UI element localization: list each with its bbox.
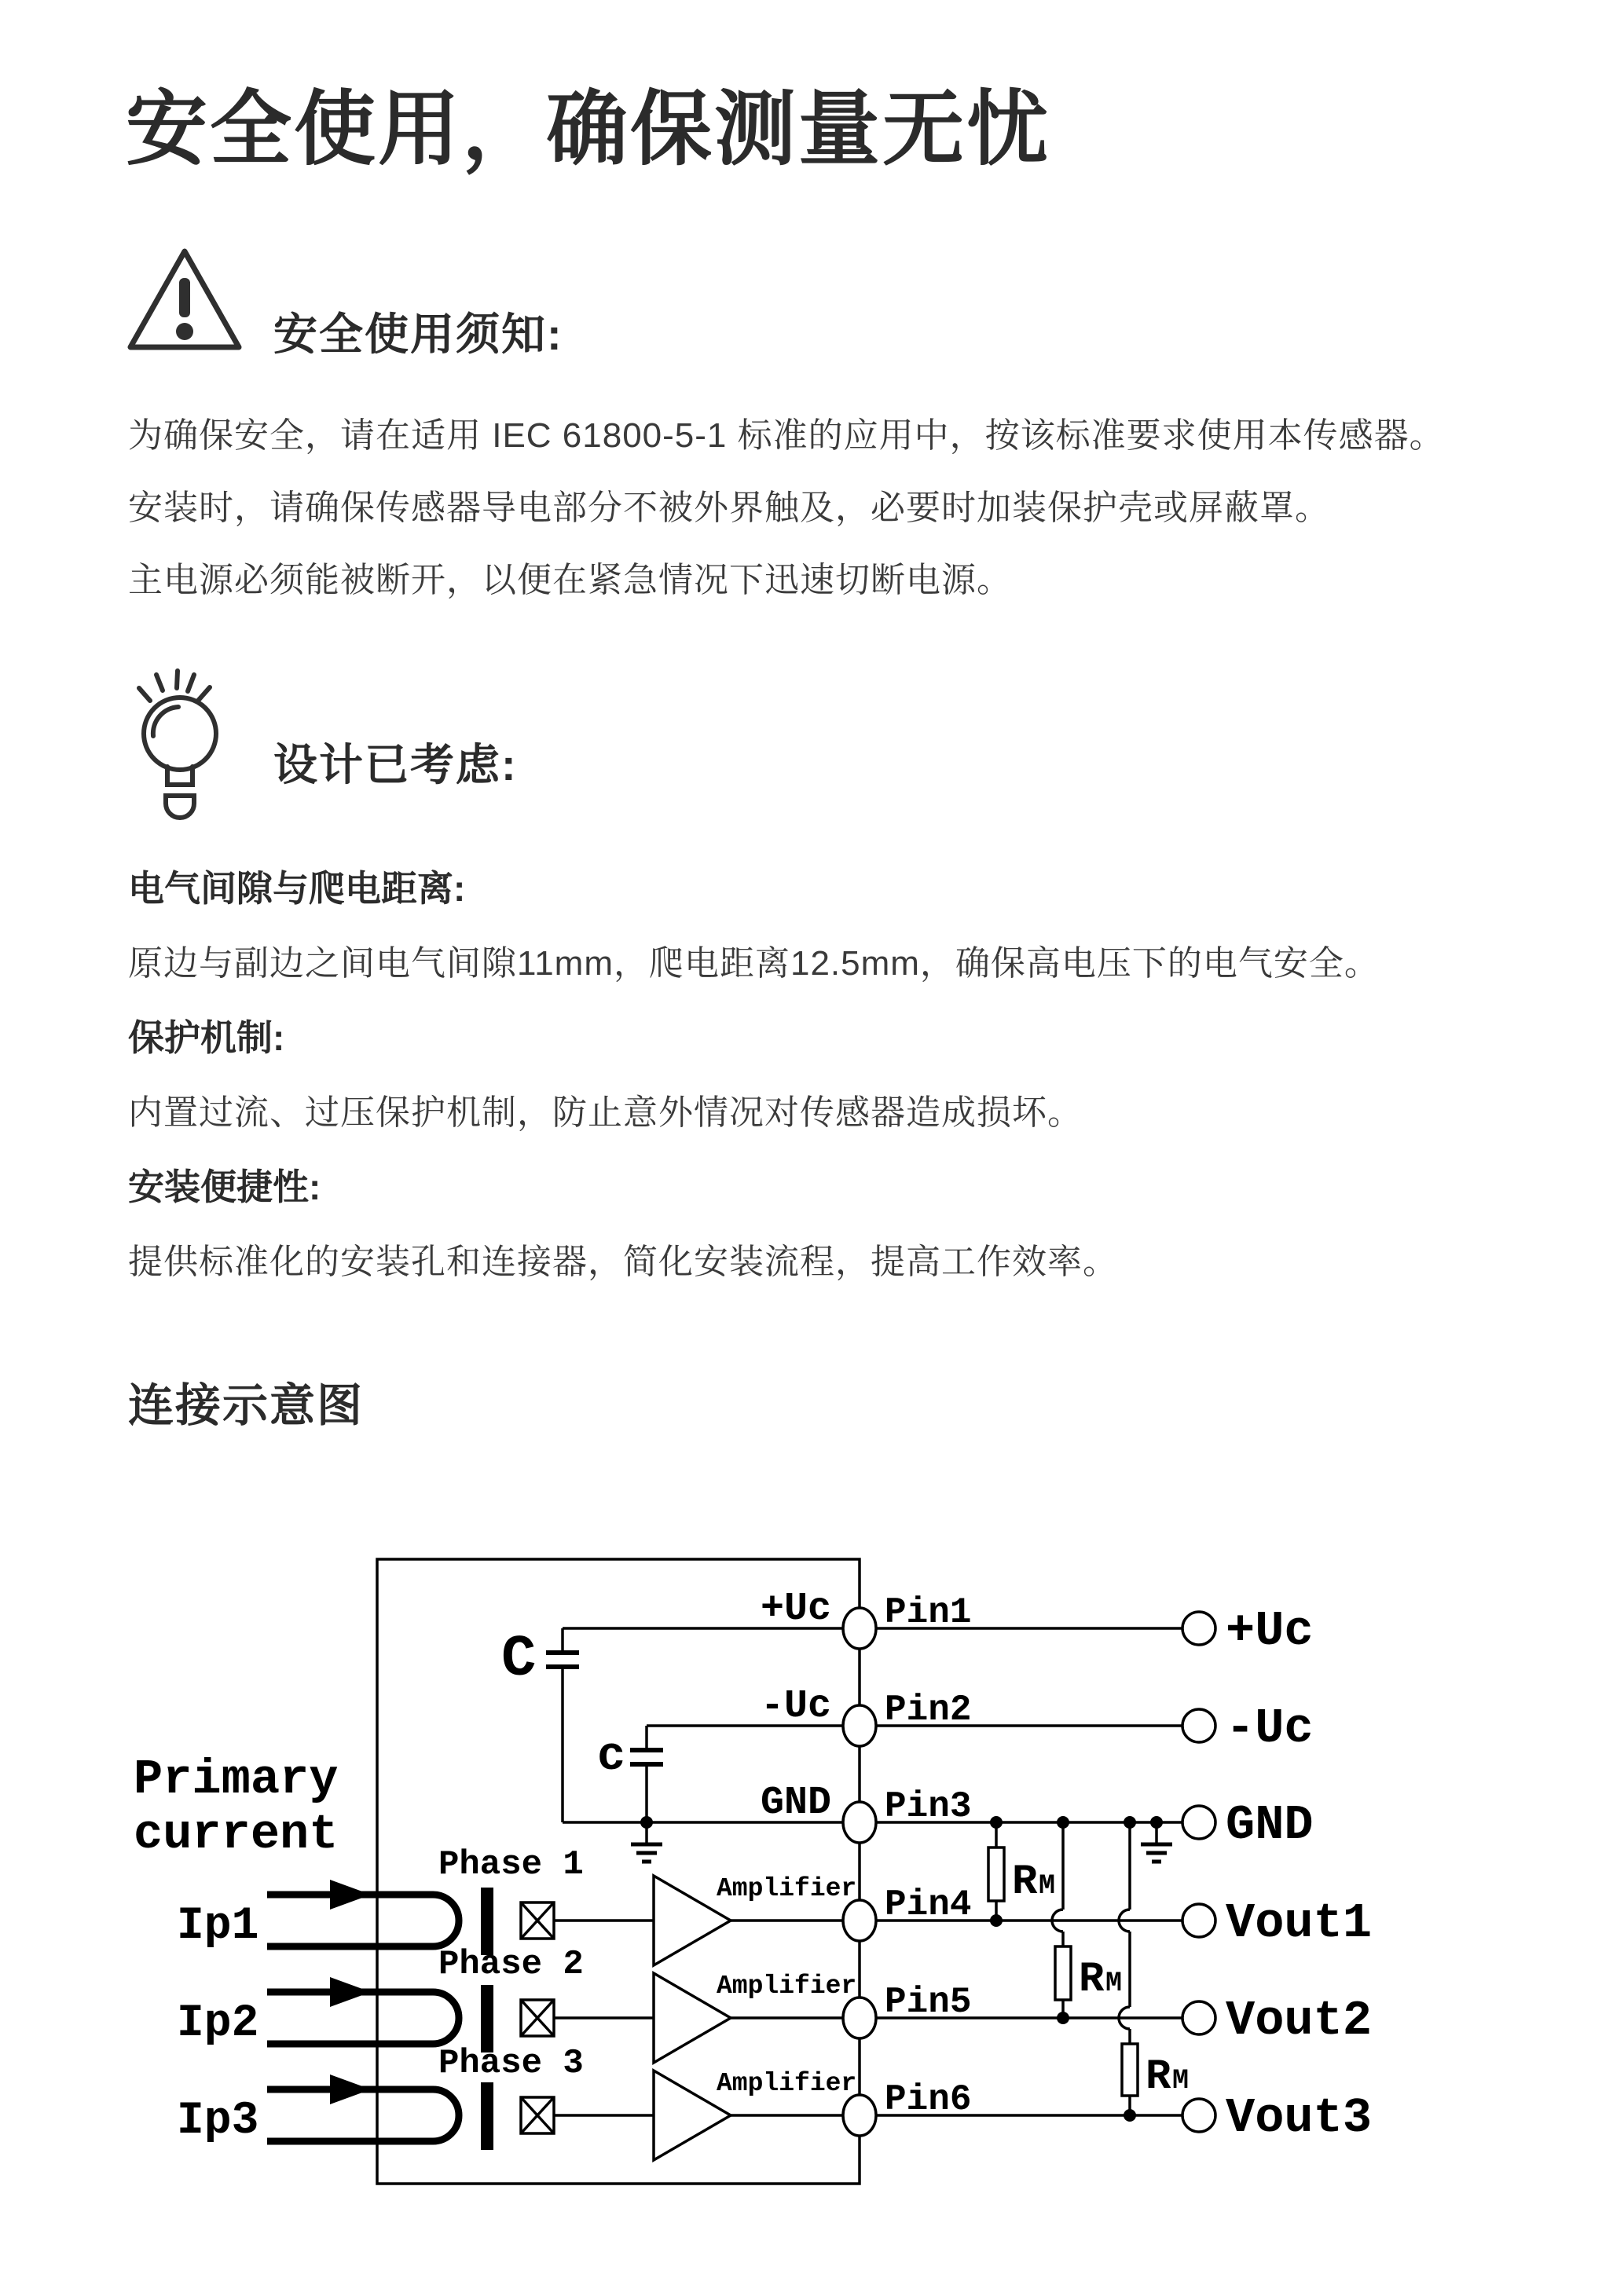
ip1-label: Ip1 (177, 1901, 259, 1952)
pin6-label: Pin6 (885, 2079, 972, 2120)
junction-dot (1057, 1816, 1069, 1829)
pin-node (843, 2095, 876, 2136)
junction-dot (990, 1816, 1003, 1829)
rm3-label-sub: M (1172, 2065, 1190, 2096)
terminal-vout3-label: Vout3 (1226, 2090, 1373, 2146)
primary-current-label: Primary (134, 1752, 339, 1807)
connection-diagram (0, 1492, 1624, 2296)
junction-dot (1057, 2012, 1069, 2024)
terminal-node (1182, 2099, 1215, 2132)
rm1-label: R (1012, 1858, 1038, 1906)
core-bar (481, 1985, 493, 2052)
pin-node (843, 1705, 876, 1746)
pin2-label: Pin2 (885, 1690, 972, 1730)
ip2-label: Ip2 (177, 1998, 259, 2049)
junction-dot (1124, 1816, 1136, 1829)
wires (554, 1628, 1182, 2115)
warning-triangle-icon (118, 244, 251, 361)
terminal-node (1182, 1612, 1215, 1645)
internal-minus-uc-label: -Uc (760, 1684, 831, 1729)
junction-dot (1124, 2109, 1136, 2122)
feature-body: 内置过流、过压保护机制，防止意外情况对传感器造成损坏。 (128, 1093, 1083, 1132)
capacitor-large-label: C (501, 1627, 537, 1693)
ip3-label: Ip3 (177, 2096, 259, 2147)
terminal-vout2-label: Vout2 (1226, 1993, 1373, 2049)
feature-body: 提供标准化的安装孔和连接器，简化安装流程，提高工作效率。 (128, 1243, 1118, 1281)
pin-node (843, 1998, 876, 2038)
phase3-label: Phase 3 (438, 2044, 584, 2083)
feature-title: 保护机制: (128, 1017, 285, 1058)
terminal-plus-uc-label: +Uc (1226, 1603, 1314, 1659)
safety-item: 为确保安全，请在适用 IEC 61800-5-1 标准的应用中，按该标准要求使用本传感器。 (128, 416, 1445, 455)
primary-loop-3 (267, 2089, 459, 2141)
primary-loops (267, 1895, 459, 2141)
safety-item: 主电源必须能被断开，以便在紧急情况下迅速切断电源。 (128, 561, 1012, 599)
resistor-branch-1 (988, 1822, 1004, 1921)
terminal-vout1-label: Vout1 (1226, 1895, 1373, 1951)
amplifier-label: Amplifier (717, 1972, 857, 2001)
terminal-gnd-label: GND (1226, 1797, 1314, 1853)
safety-heading: 安全使用须知: (273, 309, 563, 359)
hall-element-icon (521, 2000, 554, 2036)
junction-dot (1150, 1816, 1163, 1829)
internal-gnd-label: GND (760, 1781, 831, 1825)
primary-loop-2 (267, 1992, 459, 2044)
capacitor-small-label: c (597, 1730, 626, 1784)
hall-element-icon (521, 2097, 554, 2133)
terminal-node (1182, 1806, 1215, 1839)
pin4-label: Pin4 (885, 1884, 972, 1925)
arrow-right-icon (330, 2074, 371, 2104)
arrow-right-icon (330, 1880, 371, 1910)
feature-title: 安装便捷性: (128, 1166, 321, 1207)
primary-loop-1 (267, 1895, 459, 1946)
pin-node (843, 1608, 876, 1649)
resistor-symbol (1122, 2044, 1138, 2096)
hall-elements (521, 1902, 554, 2133)
diagram-heading: 连接示意图 (128, 1380, 365, 1431)
page-title: 安全使用，确保测量无忧 (126, 84, 1051, 175)
pin5-label: Pin5 (885, 1982, 972, 2023)
safety-item: 安装时，请确保传感器导电部分不被外界触及，必要时加装保护壳或屏蔽罩。 (128, 489, 1330, 527)
amplifier-label: Amplifier (717, 2069, 857, 2098)
current-arrows (330, 1880, 371, 2104)
terminal-nodes (1182, 1612, 1215, 2132)
terminal-node (1182, 2001, 1215, 2034)
rm1-label-sub: M (1039, 1870, 1056, 1902)
amplifiers (654, 1876, 731, 2160)
pin-node (843, 1802, 876, 1843)
rm3-label: R (1146, 2053, 1171, 2101)
feature-body: 原边与副边之间电气间隙11mm，爬电距离12.5mm，确保高电压下的电气安全。 (128, 944, 1380, 983)
phase1-label: Phase 1 (438, 1845, 584, 1884)
hall-element-icon (521, 1902, 554, 1939)
capacitor-c-small-symbol (630, 1726, 663, 1822)
pin-node (843, 1900, 876, 1941)
rm2-label: R (1079, 1956, 1105, 2004)
arrow-right-icon (330, 1977, 371, 2007)
capacitor-c-large-symbol (546, 1628, 579, 1822)
core-bar (481, 2082, 493, 2150)
lightbulb-icon (130, 664, 236, 829)
primary-current-label: current (134, 1807, 339, 1862)
feature-title: 电气间隙与爬电距离: (128, 868, 466, 909)
resistor-symbol (988, 1847, 1004, 1901)
design-heading: 设计已考虑: (273, 740, 518, 789)
phase2-label: Phase 2 (438, 1945, 584, 1984)
internal-plus-uc-label: +Uc (760, 1587, 831, 1631)
terminal-minus-uc-label: -Uc (1226, 1701, 1314, 1756)
pin1-label: Pin1 (885, 1592, 972, 1633)
junction-dot (640, 1816, 653, 1829)
core-bars (481, 1888, 493, 2150)
terminal-node (1182, 1904, 1215, 1937)
junction-dot (990, 1914, 1003, 1927)
pin3-label: Pin3 (885, 1786, 972, 1827)
terminal-node (1182, 1709, 1215, 1742)
resistor-symbol (1055, 1946, 1071, 2000)
rm2-label-sub: M (1105, 1968, 1123, 1999)
amplifier-label: Amplifier (717, 1874, 857, 1903)
